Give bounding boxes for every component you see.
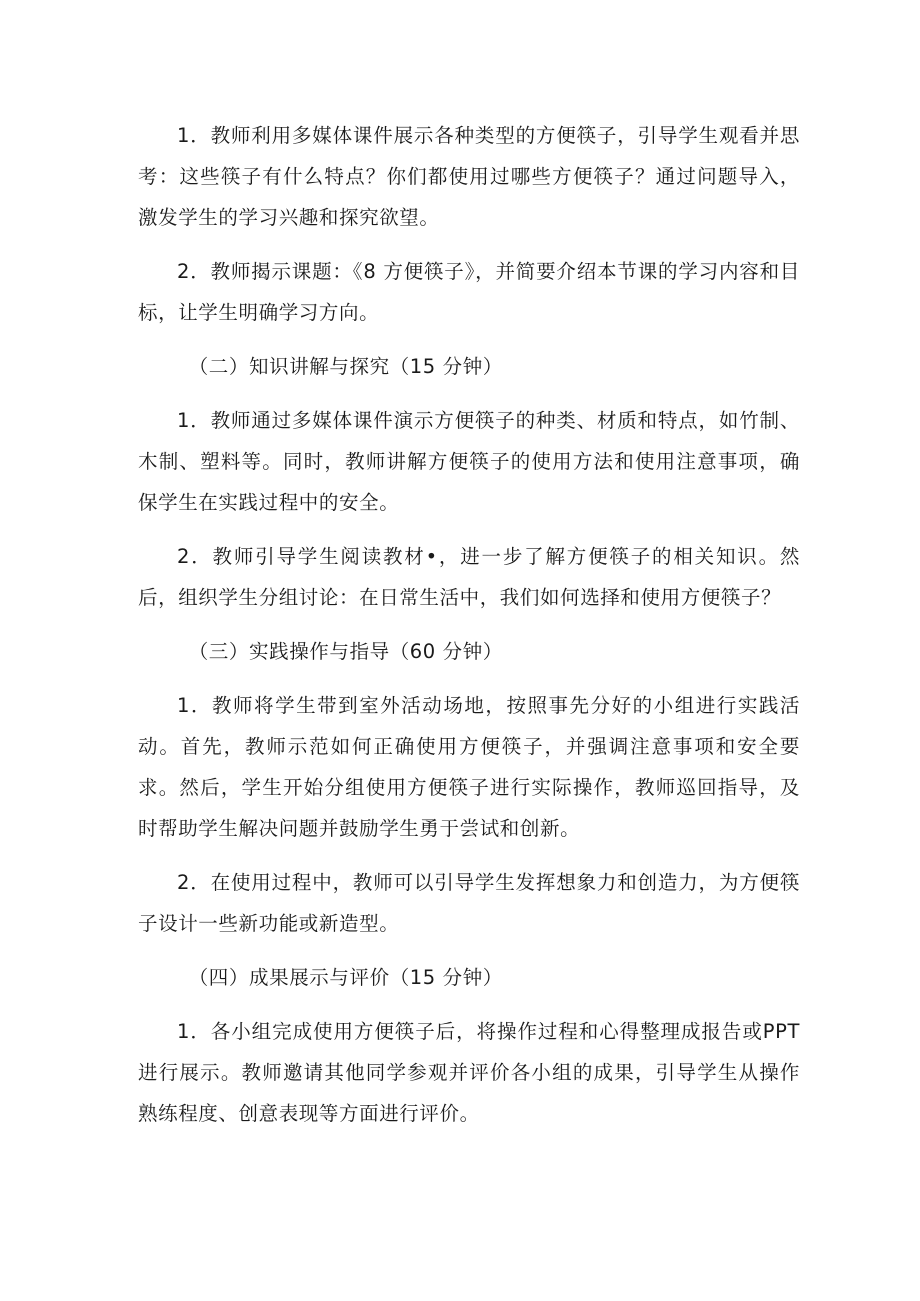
paragraph-intro-2: 2．教师揭示课题：《8 方便筷子》，并简要介绍本节课的学习内容和目标，让学生明确学习方向。: [138, 260, 800, 324]
paragraph-practice-1: 1．教师将学生带到室外活动场地，按照事先分好的小组进行实践活动。首先，教师示范如何正确使用方便筷子，并强调注意事项和安全要求。然后，学生开始分组使用方便筷子进行实际操作，教师巡回指导，及时帮助学生解决问题并鼓励学生勇于尝试和创新。: [138, 694, 800, 840]
paragraph-practice-2: 2．在使用过程中，教师可以引导学生发挥想象力和创造力，为方便筷子设计一些新功能或新造型。: [138, 871, 800, 935]
section-heading-3: （三）实践操作与指导（60 分钟）: [188, 640, 503, 663]
section-heading-2: （二）知识讲解与探究（15 分钟）: [188, 355, 503, 378]
section-heading-4: （四）成果展示与评价（15 分钟）: [188, 966, 503, 989]
paragraph-intro-1: 1．教师利用多媒体课件展示各种类型的方便筷子，引导学生观看并思考：这些筷子有什么特点？你们都使用过哪些方便筷子？通过问题导入，激发学生的学习兴趣和探究欲望。: [138, 124, 800, 229]
paragraph-explain-2: 2．教师引导学生阅读教材•，进一步了解方便筷子的相关知识。然后，组织学生分组讨论：在日常生活中，我们如何选择和使用方便筷子？: [138, 545, 800, 609]
paragraph-showcase-1: 1．各小组完成使用方便筷子后，将操作过程和心得整理成报告或PPT进行展示。教师邀请其他同学参观并评价各小组的成果，引导学生从操作熟练程度、创意表现等方面进行评价。: [138, 1020, 800, 1125]
paragraph-explain-1: 1．教师通过多媒体课件演示方便筷子的种类、材质和特点，如竹制、木制、塑料等。同时，教师讲解方便筷子的使用方法和使用注意事项，确保学生在实践过程中的安全。: [138, 409, 800, 514]
